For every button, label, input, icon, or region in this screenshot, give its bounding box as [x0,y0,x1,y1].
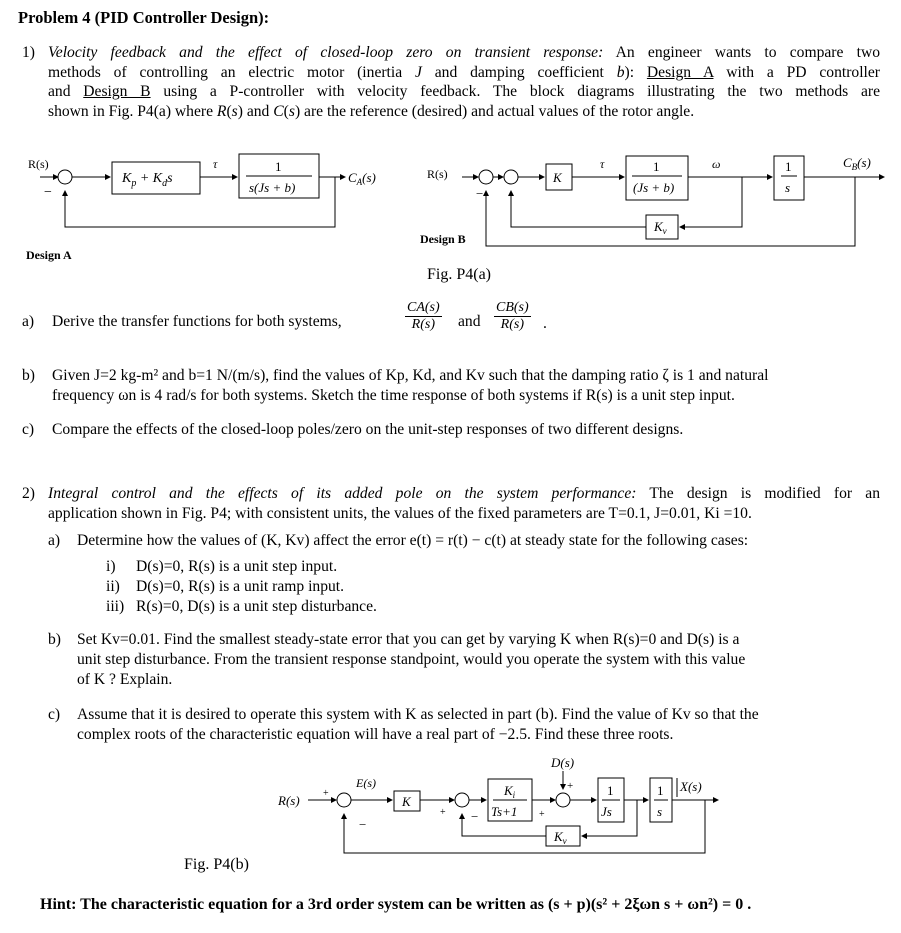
q2b-label: b) [48,631,61,648]
k-gain-label: K [553,170,562,185]
fig-p4b-caption: Fig. P4(b) [184,856,249,873]
one-over-s-num: 1 [657,783,664,798]
q1c-text: Compare the effects of the closed-loop poles/zero on the unit-step responses of two different designs. [52,421,684,438]
design-a-minus: − [44,185,52,200]
outer-summing-junction [337,793,351,807]
part2-heading: Integral control and the effects of its added pole on the system performance: [48,485,637,502]
pd-controller-label: $K_p + K_ds$ [122,171,173,189]
design-a-summing-junction [58,170,72,184]
q2a-label: a) [48,532,61,549]
part2-paragraph: Integral control and the effects of its added pole on the system performance: The design is modified for an application shown in Fig. P4; with consistent units, the values of the fixed parameters are T=0.1, J=0.01, Ki =10. [48,485,880,522]
design-a-tau: τ [213,157,218,171]
q1b-line2: frequency ωn is 4 rad/s for both systems. Sketch the time response of both systems if R(s) is a unit step input. [52,387,735,404]
design-a-rs: R(s) [28,157,49,171]
fig-p4b-diagram [0,745,901,860]
inner-minus: − [471,809,479,824]
q2b-line3: of K ? Explain. [77,671,173,688]
design-b-omega: ω [712,157,721,171]
part1-line3: and Design B using a P-controller with velocity feedback. The block diagrams illustrating the two methods are [48,83,880,100]
part1-text-a: An engineer wants to compare two [615,44,881,61]
q2c-line2: complex roots of the characteristic equation will have a real part of −2.5. Find these three roots. [77,726,674,743]
hint-equation: (s + p)(s² + 2ξωn s + ωn²) = 0 . [547,896,752,913]
q1a-and: and [458,313,481,330]
one-over-js-den: Js [601,804,612,819]
kv-label: $K_v$ [654,219,667,236]
fig-p4a-diagram [0,140,901,270]
plant-b-num: 1 [653,159,660,174]
case-3-label: iii) [106,598,125,615]
es-label: E(s) [356,776,376,790]
ki-label: $K_i$ [504,783,516,800]
q1a-fraction-a: $\frac{CA(s)}{R(s)}$ [407,300,440,332]
part2-number: 2) [22,485,35,502]
design-b-rs: R(s) [427,167,448,181]
disturbance-junction [556,793,570,807]
kv-feedback-label: $K_v$ [554,829,567,846]
plant-a-num: 1 [275,159,282,174]
rs-label: R(s) [278,793,300,808]
q2c-label: c) [48,706,61,723]
q1c-label: c) [22,421,35,438]
part1-heading: Velocity feedback and the effect of closed-loop zero on transient response: [48,44,604,61]
q2b-line1: Set Kv=0.01. Find the smallest steady-state error that you can get by varying K when R(s)=0 and D(s) is a [77,631,740,648]
problem-title: Problem 4 (PID Controller Design): [18,8,270,27]
design-a-link: Design A [646,63,714,81]
ds-label: D(s) [551,755,575,770]
part1-line2: methods of controlling an electric motor (inertia J and damping coefficient b): Design A with a PD controller [48,63,880,81]
hint-line [40,895,751,914]
q2b-line2: unit step disturbance. From the transient response standpoint, would you operate the system with this value [77,651,746,668]
outer-minus: − [359,817,367,832]
inner-summing-junction [455,793,469,807]
case-3-text: R(s)=0, D(s) is a unit step disturbance. [136,598,377,615]
hint-text: The characteristic equation for a 3rd order system can be written as [80,896,544,913]
design-b-label: Design B [420,232,466,246]
part1-paragraph [48,43,880,121]
design-b-tau: τ [600,157,605,171]
q1a-period: . [543,315,547,332]
q1a-label: a) [22,313,35,330]
one-over-s-den: s [657,804,663,819]
part2-line2: application shown in Fig. P4; with consistent units, the values of the fixed parameters are T=0.1, J=0.01, Ki =10. [48,504,752,522]
q2c-line1: Assume that it is desired to operate this system with K as selected in part (b). Find the value of Kv so that the [77,706,759,723]
integrator-den: s [785,180,791,195]
design-b-minus: − [476,186,484,201]
k-block-label: K [402,794,411,809]
rs-plus: + [323,788,329,799]
design-a-label: Design A [26,248,72,262]
part1-line4: shown in Fig. P4(a) where R(s) and C(s) are the reference (desired) and actual values of the rotor angle. [48,102,695,120]
q1a-text: Derive the transfer functions for both systems, [52,313,342,330]
case-1-label: i) [106,558,116,575]
ds-plus: + [567,780,574,792]
design-b-link: Design B [83,83,151,100]
case-2-label: ii) [106,578,120,595]
q1b-label: b) [22,367,35,384]
design-a-ca: $C_A(s)$ [348,170,376,187]
dist-plus: + [539,809,545,820]
design-b-outer-junction [479,170,493,184]
plant-a-den: s(Js + b) [249,180,296,195]
q2a-text: Determine how the values of (K, Kv) affect the error e(t) = r(t) − c(t) at steady state for the following cases: [77,532,749,549]
inner-plus: + [440,807,446,818]
fig-p4a-caption: Fig. P4(a) [427,266,491,283]
case-2-text: D(s)=0, R(s) is a unit ramp input. [136,578,345,595]
ts1-label: Ts+1 [491,804,518,819]
case-1-text: D(s)=0, R(s) is a unit step input. [136,558,338,575]
hint-label: Hint: [40,896,77,913]
design-b-inner-junction [504,170,518,184]
part1-number: 1) [22,44,35,61]
design-b-cb: $C_B(s)$ [843,155,871,172]
integrator-num: 1 [785,159,792,174]
xs-label: X(s) [680,779,702,794]
one-over-js-num: 1 [607,783,614,798]
q1b-line1: Given J=2 kg-m² and b=1 N/(m/s), find the values of Kp, Kd, and Kv such that the damping ratio ζ is 1 and natural [52,367,769,384]
plant-b-den: (Js + b) [633,180,675,195]
q1a-fraction-b: $\frac{CB(s)}{R(s)}$ [496,300,529,332]
